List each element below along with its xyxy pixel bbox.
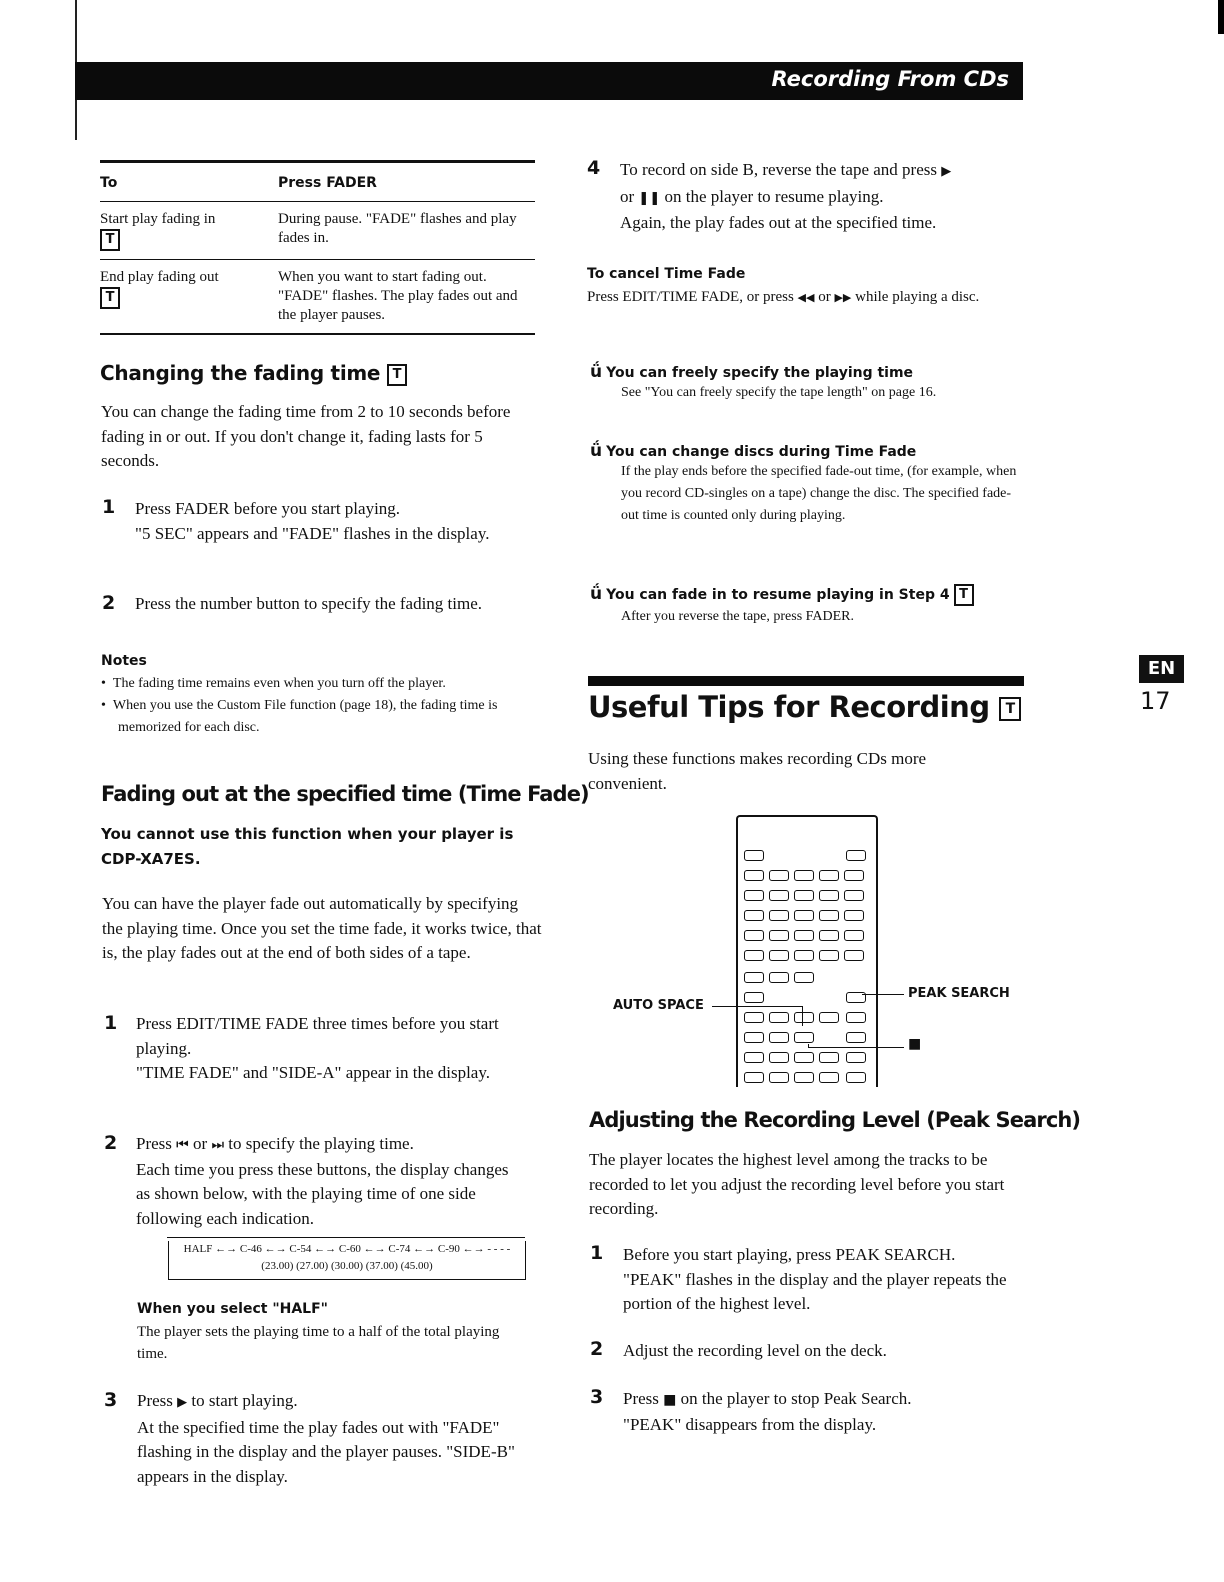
pause-icon: ❚❚ xyxy=(638,190,661,206)
tip-text: After you reverse the tape, press FADER. xyxy=(621,609,855,625)
stop-button xyxy=(794,1032,814,1043)
pause-button xyxy=(769,1032,789,1043)
remote-button xyxy=(769,890,789,901)
remote-icon: T xyxy=(100,287,120,309)
step-line: "TIME FADE" and "SIDE-A" appear in the display. xyxy=(136,1063,490,1082)
remote-button xyxy=(819,930,839,941)
callout-line xyxy=(862,994,904,995)
half-heading: When you select "HALF" xyxy=(137,1301,328,1317)
step-text: Press ⏮ or ⏭ to specify the playing time. Each time you press these buttons, the display changes as shown below, with the playing time of one side following each indication. xyxy=(136,1132,526,1231)
warning-text: You cannot use this function when your player is CDP-XA7ES. xyxy=(101,825,514,868)
remote-button xyxy=(744,1072,764,1083)
remote-button xyxy=(846,1052,866,1063)
next-track-icon: ⏭ xyxy=(211,1137,225,1153)
step-text: Press ■ on the player to stop Peak Search. "PEAK" disappears from the display. xyxy=(623,1387,1013,1437)
step-text xyxy=(135,497,515,546)
notes-list xyxy=(101,673,541,739)
remote-button xyxy=(744,972,764,983)
remote-button xyxy=(769,1052,789,1063)
step-number: 3 xyxy=(590,1386,604,1408)
tip-block xyxy=(590,441,1020,527)
remote-button xyxy=(744,890,764,901)
remote-button xyxy=(744,870,764,881)
remote-button xyxy=(794,950,814,961)
remote-button xyxy=(819,950,839,961)
remote-icon: T xyxy=(100,229,120,251)
remote-button xyxy=(844,890,864,901)
notes-heading: Notes xyxy=(101,653,147,669)
remote-button xyxy=(819,870,839,881)
tip-heading: You can change discs during Time Fade xyxy=(606,444,917,460)
half-text: The player sets the playing time to a half of the total playing time. xyxy=(137,1324,500,1362)
remote-button xyxy=(794,1012,814,1023)
useful-intro: Using these functions makes recording CDs more convenient. xyxy=(588,749,927,793)
lightbulb-icon: ǘ xyxy=(590,441,603,461)
remote-button xyxy=(846,1072,866,1083)
remote-button xyxy=(769,1012,789,1023)
section-heading: Fading out at the specified time (Time Fade) xyxy=(101,782,589,806)
peak-search-label: PEAK SEARCH xyxy=(908,986,1010,1001)
tip-block xyxy=(590,584,1020,628)
remote-button xyxy=(819,1012,839,1023)
remote-button xyxy=(769,930,789,941)
stop-icon: ■ xyxy=(663,1392,677,1408)
tip-text: If the play ends before the specified fade-out time, (for example, when you record CD-singles on a tape) change the disc. The specified fade-out time is counted only during playing. xyxy=(621,464,1017,523)
time-sequence-box xyxy=(168,1241,526,1280)
prev-track-icon: ⏮ xyxy=(176,1137,189,1153)
play-icon: ▶ xyxy=(941,164,952,179)
remote-button xyxy=(769,870,789,881)
table-header-press: Press FADER xyxy=(278,162,535,202)
remote-button xyxy=(844,930,864,941)
step-number: 2 xyxy=(104,1132,118,1154)
step-line: Again, the play fades out at the specified time. xyxy=(620,213,937,232)
sequence-times: (23.00) (27.00) (30.00) (37.00) (45.00) xyxy=(261,1260,433,1272)
peak-intro: The player locates the highest level among the tracks to be recorded to let you adjust the recording level before you start recording. xyxy=(589,1150,1005,1218)
auto-space-label: AUTO SPACE xyxy=(613,998,704,1013)
section-heading: Changing the fading time xyxy=(100,361,381,385)
step-line: Before you start playing, press PEAK SEARCH. xyxy=(623,1245,956,1264)
tip-heading: You can freely specify the playing time xyxy=(606,365,914,381)
table-cell-desc: During pause. "FADE" flashes and play fades in. xyxy=(278,202,535,260)
step-line: Press FADER before you start playing. xyxy=(135,499,401,518)
remote-button xyxy=(819,890,839,901)
remote-button xyxy=(846,1012,866,1023)
remote-button xyxy=(844,870,864,881)
remote-button xyxy=(846,850,866,861)
callout-line xyxy=(752,1006,802,1007)
step-number: 4 xyxy=(587,157,601,179)
fading-time-intro: You can change the fading time from 2 to 10 seconds before fading in or out. If you don't change it, fading lasts for 5 seconds. xyxy=(101,402,511,470)
remote-button xyxy=(846,1032,866,1043)
lightbulb-icon: ǘ xyxy=(590,362,603,382)
table-cell-to: End play fading out xyxy=(100,269,219,285)
remote-button xyxy=(744,910,764,921)
fast-forward-icon: ▶▶ xyxy=(834,291,852,304)
lightbulb-icon: ǘ xyxy=(590,584,603,604)
step-line: Press EDIT/TIME FADE three times before you start playing. xyxy=(136,1014,499,1058)
remote-button xyxy=(794,870,814,881)
language-badge: EN xyxy=(1139,655,1184,683)
step-line: Each time you press these buttons, the display changes as shown below, with the playing time of one side following each indication. xyxy=(136,1159,509,1228)
step-line: "PEAK" flashes in the display and the player repeats the portion of the highest level. xyxy=(623,1269,1007,1313)
list-item: • The fading time remains even when you turn off the player. xyxy=(101,676,446,691)
step-number: 3 xyxy=(104,1389,118,1411)
remote-button xyxy=(769,972,789,983)
remote-button xyxy=(844,950,864,961)
rewind-icon: ◀◀ xyxy=(797,291,815,304)
remote-icon: T xyxy=(387,364,407,386)
remote-button xyxy=(794,1072,814,1083)
page-number: 17 xyxy=(1140,687,1171,715)
remote-button xyxy=(819,1052,839,1063)
remote-button xyxy=(744,950,764,961)
step-number: 1 xyxy=(590,1242,604,1264)
remote-button xyxy=(819,910,839,921)
remote-button xyxy=(819,1072,839,1083)
table-header-to: To xyxy=(100,162,278,202)
remote-button xyxy=(744,930,764,941)
sequence-line: HALF ←→ C-46 ←→ C-54 ←→ C-60 ←→ C-74 ←→ C-90 ←→ - - - - xyxy=(183,1243,511,1255)
section-rule xyxy=(588,676,1024,686)
stop-icon: ■ xyxy=(908,1036,922,1052)
step-text: Press the number button to specify the fading time. xyxy=(135,594,483,613)
step-line: "PEAK" disappears from the display. xyxy=(623,1414,877,1434)
remote-button xyxy=(769,950,789,961)
remote-button xyxy=(744,850,764,861)
remote-button xyxy=(794,910,814,921)
step-text: To record on side B, reverse the tape and press ▶ or ❚❚ on the player to resume playing. Again, the play fades out at the specified time. xyxy=(620,158,1020,236)
remote-button xyxy=(744,1012,764,1023)
remote-icon: T xyxy=(999,697,1021,721)
edge-mark xyxy=(1218,0,1224,34)
play-icon: ▶ xyxy=(177,1395,188,1410)
section-heading: Adjusting the Recording Level (Peak Search) xyxy=(589,1108,1081,1132)
callout-line xyxy=(712,1006,752,1007)
step-line: At the specified time the play fades out with "FADE" flashing in the display and the player pauses. "SIDE-B" appears in the display. xyxy=(137,1417,515,1486)
list-item: • When you use the Custom File function (page 18), the fading time is memorized for each disc. xyxy=(101,698,498,735)
table-row xyxy=(100,202,535,260)
tip-text: See "You can freely specify the tape length" on page 16. xyxy=(621,385,937,400)
step-number: 1 xyxy=(104,1012,118,1034)
remote-button xyxy=(769,1072,789,1083)
remote-button xyxy=(744,1052,764,1063)
auto-space-button xyxy=(744,992,764,1003)
step-number: 1 xyxy=(102,496,116,518)
remote-button xyxy=(794,1052,814,1063)
step-text: Adjust the recording level on the deck. xyxy=(623,1341,887,1360)
header-bar xyxy=(75,62,1023,100)
step-number: 2 xyxy=(590,1338,604,1360)
step-text xyxy=(136,1012,526,1086)
time-fade-intro: You can have the player fade out automatically by specifying the playing time. Once you set the time fade, it works twice, that is, the play fades out at the end of both sides of a tape. xyxy=(102,894,542,962)
tip-block xyxy=(590,362,1020,404)
fader-table xyxy=(100,160,535,335)
cancel-text: Press EDIT/TIME FADE, or press ◀◀ or ▶▶ while playing a disc. xyxy=(587,289,980,305)
step-text xyxy=(623,1243,1013,1317)
callout-line xyxy=(808,1047,904,1048)
callout-line xyxy=(802,1006,803,1026)
remote-button xyxy=(794,972,814,983)
remote-button xyxy=(794,890,814,901)
cancel-heading: To cancel Time Fade xyxy=(587,266,746,282)
fading-time-section xyxy=(100,361,407,386)
remote-button xyxy=(844,910,864,921)
step-line: "5 SEC" appears and "FADE" flashes in the display. xyxy=(135,523,490,543)
header-title: Recording From CDs xyxy=(771,67,1009,91)
remote-icon: T xyxy=(954,584,974,606)
table-row xyxy=(100,260,535,335)
remote-button xyxy=(794,930,814,941)
play-button xyxy=(744,1032,764,1043)
table-cell-desc: When you want to start fading out. "FADE" flashes. The play fades out and the player pauses. xyxy=(278,260,535,335)
table-cell-to: Start play fading in xyxy=(100,211,216,227)
tip-heading: You can fade in to resume playing in Step 4 xyxy=(606,587,950,603)
step-number: 2 xyxy=(102,592,116,614)
useful-tips-heading: Useful Tips for Recording T xyxy=(588,690,1021,724)
remote-button xyxy=(769,910,789,921)
step-text: Press ▶ to start playing. At the specified time the play fades out with "FADE" flashing in the display and the player pauses. "SIDE-B" appears in the display. xyxy=(137,1389,522,1489)
